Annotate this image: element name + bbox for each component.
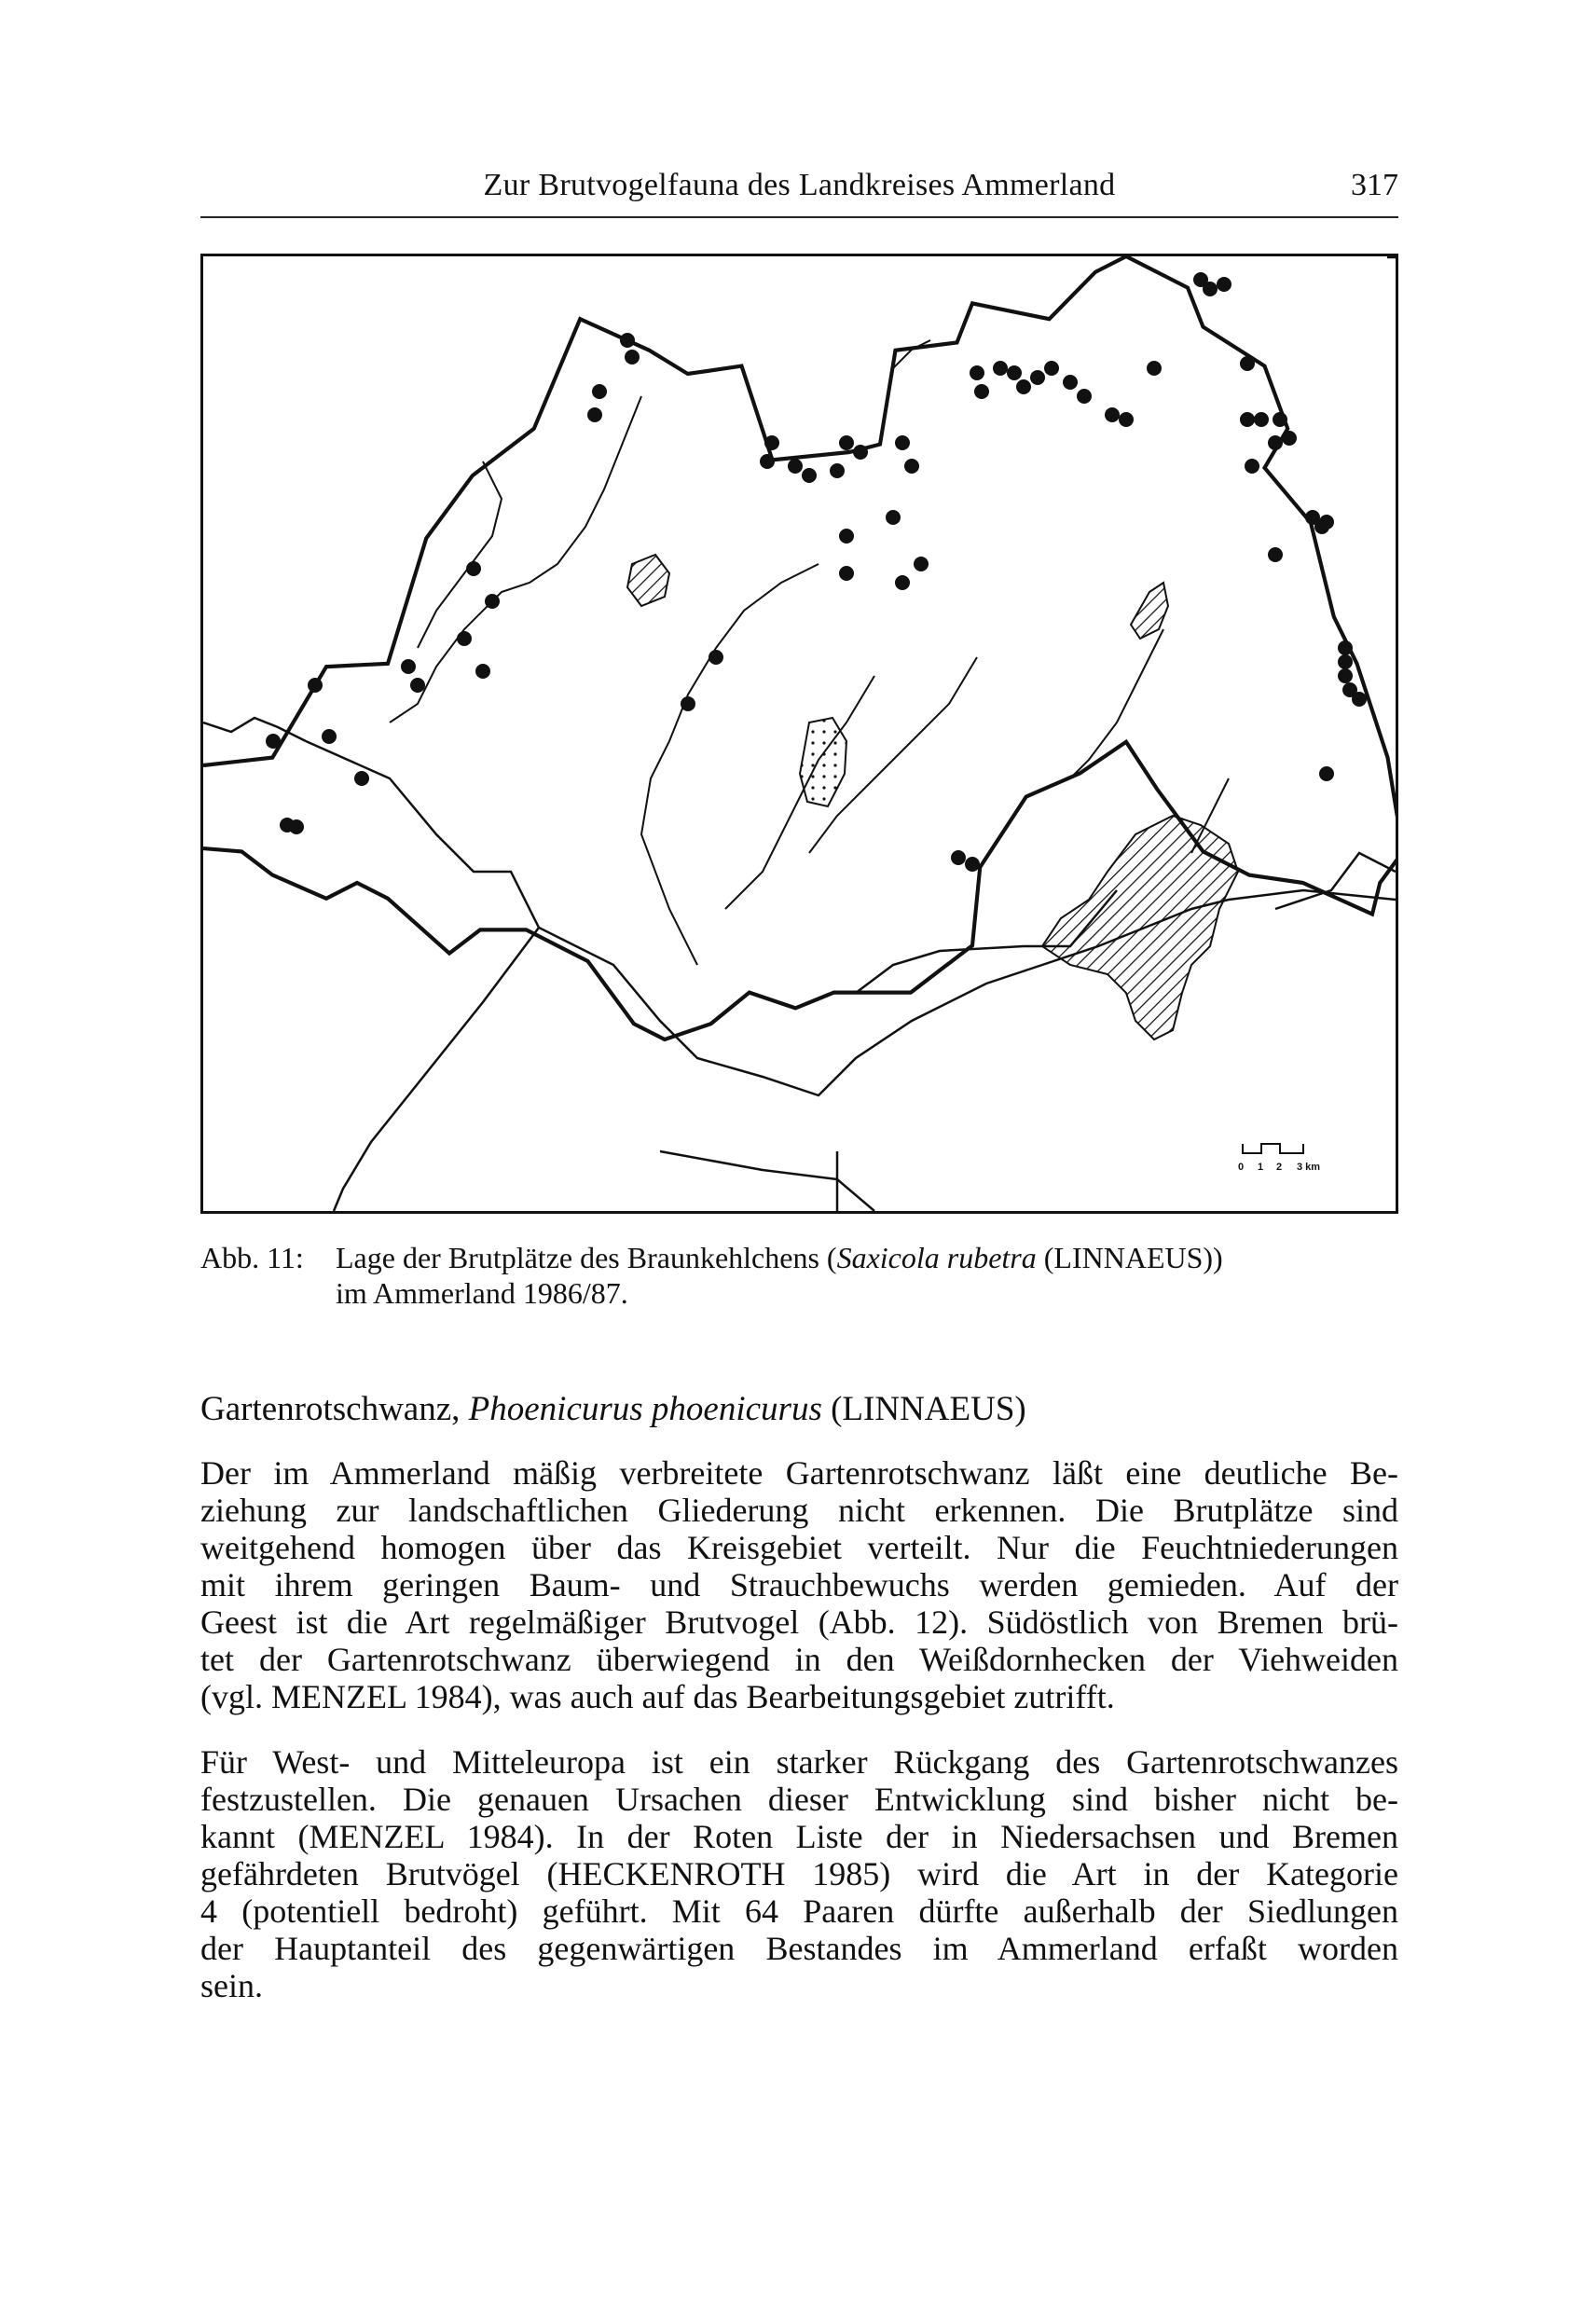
region-lines	[203, 257, 1396, 1211]
paragraph-1	[200, 1454, 1398, 1715]
page-number: 317	[1351, 168, 1398, 202]
figure-label: Abb. 11:	[200, 1241, 304, 1274]
paragraph-line: sein.	[200, 1967, 263, 2004]
paragraph-line: Geest ist die Art regelmäßiger Brutvogel (Abb. 12). Südöstlich von Bremen brü-	[200, 1603, 1398, 1641]
running-title: Zur Brutvogelfauna des Landkreises Ammerland	[483, 168, 1116, 202]
species-author: (LINNAEUS)	[821, 1390, 1026, 1428]
paragraph-line: 4 (potentiell bedroht) geführt. Mit 64 Paaren dürfte außerhalb der Siedlungen	[200, 1892, 1398, 1930]
rivers	[390, 340, 1229, 965]
urban-area	[1042, 816, 1238, 1039]
paragraph-line: ziehung zur landschaftlichen Gliederung nicht erkennen. Die Brutplätze sind	[200, 1492, 1398, 1529]
species-common-name: Gartenrotschwanz,	[200, 1390, 469, 1428]
map-svg	[203, 256, 1396, 1211]
species-scientific-name: Phoenicurus phoenicurus	[468, 1390, 822, 1428]
paragraph-line: Der im Ammerland mäßig verbreitete Gartenrotschwanz läßt eine deutliche Be-	[200, 1454, 1398, 1492]
paragraph-line: festzustellen. Die genauen Ursachen dieser Entwicklung sind bisher nicht be-	[200, 1781, 1398, 1818]
paragraph-line: mit ihrem geringen Baum- und Strauchbewuchs werden gemieden. Auf der	[200, 1566, 1398, 1603]
paragraph-line: (vgl. MENZEL 1984), was auch auf das Bearbeitungsgebiet zutrifft.	[200, 1678, 1115, 1715]
lake-west	[627, 555, 669, 606]
caption-text	[336, 1240, 1389, 1311]
paragraph-line: Für West- und Mitteleuropa ist ein starker Rückgang des Gartenrotschwanzes	[200, 1743, 1398, 1781]
paragraph-2	[200, 1743, 1398, 2004]
paragraph-line: kannt (MENZEL 1984). In der Roten Liste der in Niedersachsen und Bremen	[200, 1818, 1398, 1855]
paragraph-line: tet der Gartenrotschwanz überwiegend in den Weißdornhecken der Viehweiden	[200, 1641, 1398, 1678]
caption-line2: im Ammerland 1986/87.	[336, 1276, 628, 1310]
caption-post: (LINNAEUS))	[1036, 1241, 1223, 1274]
running-header	[200, 168, 1398, 218]
scale-bar	[1238, 1144, 1320, 1173]
scale-tick-1: 1	[1258, 1162, 1264, 1173]
moor-dotted	[800, 718, 846, 806]
distribution-map	[200, 254, 1398, 1214]
scale-tick-3: 3 km	[1297, 1162, 1321, 1173]
caption-pre: Lage der Brutplätze des Braunkehlchens (	[336, 1241, 837, 1274]
caption-species: Saxicola rubetra	[836, 1241, 1037, 1274]
scale-tick-2: 2	[1276, 1162, 1283, 1173]
paragraph-line: gefährdeten Brutvögel (HECKENROTH 1985) wird die Art in der Kategorie	[200, 1855, 1398, 1892]
paragraph-line: der Hauptanteil des gegenwärtigen Bestandes im Ammerland erfaßt worden	[200, 1930, 1398, 1967]
species-heading	[200, 1389, 1026, 1429]
scale-tick-0: 0	[1238, 1162, 1245, 1173]
paragraph-line: weitgehend homogen über das Kreisgebiet verteilt. Nur die Feuchtniederungen	[200, 1529, 1398, 1566]
